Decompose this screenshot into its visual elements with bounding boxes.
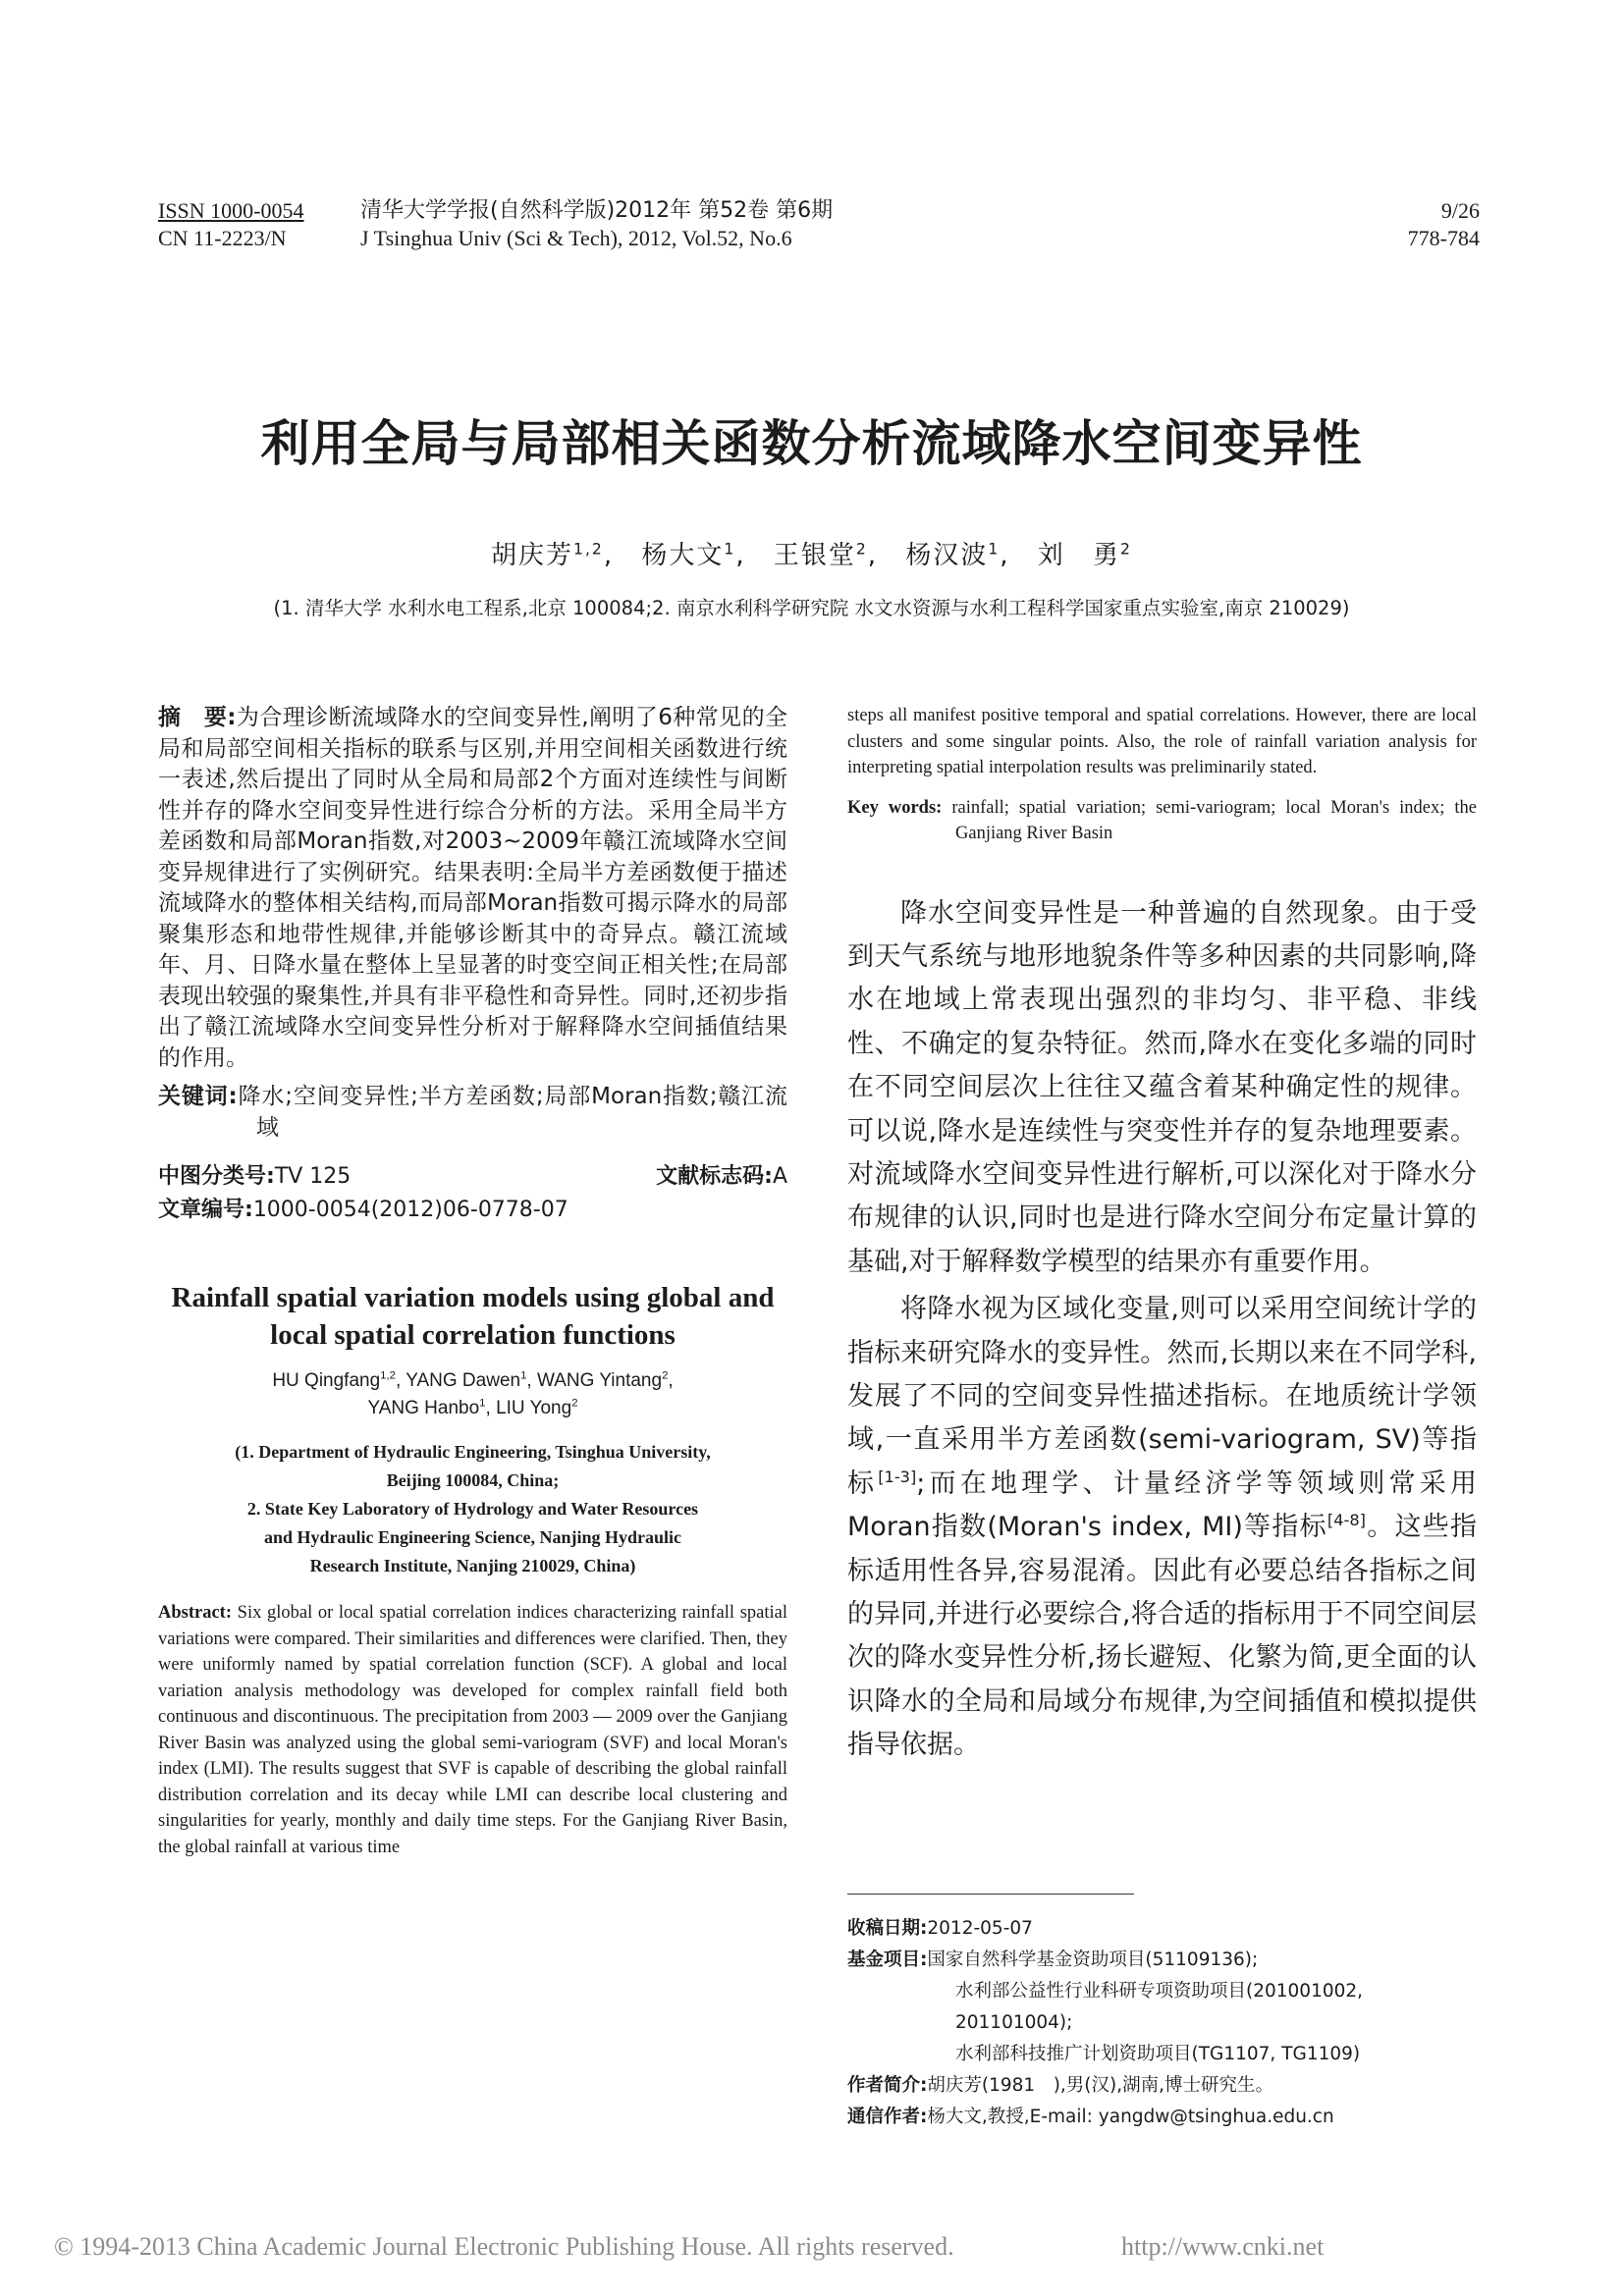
author-5: 刘 勇$^2$ xyxy=(1037,540,1132,570)
copyright-notice: © 1994-2013 China Academic Journal Electronic Publishing House. All rights reserved. xyxy=(54,2232,954,2261)
authors-en-line-2: YANG Hanbo$^1$, LIU Yong$^2$ xyxy=(367,1397,578,1418)
left-column xyxy=(158,703,787,1860)
body-paragraph-1: 降水空间变异性是一种普遍的自然现象。由于受到天气系统与地形地貌条件等多种因素的共同影响,降水在地域上常表现出强烈的非均匀、非平稳、非线性、不确定的复杂特征。然而,降水在变化多端的同时在不同空间层次上往往又蕴含着某种确定性的规律。可以说,降水是连续性与突变性并存的复杂地理要素。对流域降水空间变异性进行解析,可以深化对于降水分布规律的认识,同时也是进行降水空间分布定量计算的基础,对于解释数学模型的结果亦有重要作用。 xyxy=(847,897,1477,1277)
author-1: 胡庆芳$^{1,2}$, xyxy=(491,540,615,570)
keywords-en: Key words: rainfall; spatial variation; semi-variogram; local Moran's index; the Ganjiang River Basin xyxy=(847,797,1478,843)
author-4: 杨汉波$^1$, xyxy=(905,540,1010,570)
author-2: 杨大文$^1$, xyxy=(641,540,746,570)
author-bio: 作者简介:胡庆芳(1981 ),男(汉),湖南,博士研究生。 xyxy=(847,2075,1274,2096)
classification: 中图分类号:TV 125 xyxy=(158,1164,352,1189)
issue-number: 9/26 xyxy=(1440,198,1480,223)
corresponding-author: 通信作者:杨大文,教授,E-mail: yangdw@tsinghua.edu.cn xyxy=(847,2107,1334,2127)
citation-4-8[interactable]: [4-8] xyxy=(1326,1511,1366,1530)
footnotes: 收稿日期:2012-05-07 基金项目:国家自然科学基金资助项目(51109136); 水利部公益性行业科研专项资助项目(201001002, 201101004); 水利部科技推广计划资助项目(TG1107, TG1109) 作者简介:胡庆芳(1981 ),男(汉),湖南,博士研究生。 通信作者:杨大文,教授,E-mail: yangdw@tsinghua.edu.cn xyxy=(847,1913,1495,2133)
page-range: 778-784 xyxy=(1407,226,1480,250)
author-3: 王银堂$^2$, xyxy=(773,540,879,570)
classification-row xyxy=(158,1161,787,1193)
right-column xyxy=(847,703,1477,1768)
article-title-cn: 利用全局与局部相关函数分析流域降水空间变异性 xyxy=(260,415,1363,472)
footnote-divider xyxy=(847,1894,1134,1895)
journal-name-en: J Tsinghua Univ (Sci & Tech), 2012, Vol.52, No.6 xyxy=(360,226,792,250)
authors-cn xyxy=(0,535,1623,571)
journal-name-cn: 清华大学学报(自然科学版)2012年 第52卷 第6期 xyxy=(360,198,834,223)
keywords-cn: 关键词:降水;空间变异性;半方差函数;局部Moran指数;赣江流域 xyxy=(158,1084,787,1141)
cnki-link[interactable]: http://www.cnki.net xyxy=(1121,2232,1325,2261)
funding: 基金项目:国家自然科学基金资助项目(51109136); xyxy=(847,1949,1259,1970)
issn: ISSN 1000-0054 xyxy=(158,198,304,223)
abstract-cn: 摘 要:为合理诊断流域降水的空间变异性,阐明了6种常见的全局和局部空间相关指标的联系与区别,并用空间相关函数进行统一表述,然后提出了同时从全局和局部2个方面对连续性与间断性并存的降水空间变异性进行综合分析的方法。采用全局半方差函数和局部Moran指数,对2003~2009年赣江流域降水空间变异规律进行了实例研究。结果表明:全局半方差函数便于描述流域降水的整体相关结构,而局部Moran指数可揭示降水的局部聚集形态和地带性规律,并能够诊断其中的奇异点。赣江流域年、月、日降水量在整体上呈显著的时变空间正相关性;在局部表现出较强的聚集性,并具有非平稳性和奇异性。同时,还初步指出了赣江流域降水空间变异性分析对于解释降水空间插值结果的作用。 xyxy=(158,705,787,1071)
document-code: 文献标志码:A xyxy=(656,1164,787,1189)
article-title-en: Rainfall spatial variation models using global and local spatial correlation functions xyxy=(171,1282,775,1351)
authors-en xyxy=(158,1367,787,1422)
affiliation-cn: (1. 清华大学 水利水电工程系,北京 100084;2. 南京水利科学研究院 水文水资源与水利工程科学国家重点实验室,南京 210029) xyxy=(273,597,1350,619)
authors-en-line-1: HU Qingfang$^{1,2}$, YANG Dawen$^1$, WANG Yintang$^2$, xyxy=(272,1369,674,1391)
abstract-en: Abstract: Six global or local spatial correlation indices characterizing rainfall spatial variations were compared. Their similarities and differences were clarified. Then, they were uniformly named by spatial correlation function (SCF). A global and local variation analysis methodology was developed for complex rainfall field both continuous and discontinuous. The precipitation from 2003 — 2009 over the Ganjiang River Basin was analyzed using the global semi-variogram (SVF) and local Moran's index (LMI). The results suggest that SVF is capable of describing the global rainfall distribution correlation and its decay while LMI can describe local clustering and singularities for yearly, monthly and daily time steps. For the Ganjiang River Basin, the global rainfall at various time xyxy=(158,1603,787,1857)
citation-1-3[interactable]: [1-3] xyxy=(878,1467,917,1486)
received-date: 收稿日期:2012-05-07 xyxy=(847,1918,1033,1939)
article-number: 文章编号:1000-0054(2012)06-0778-07 xyxy=(158,1198,568,1222)
abstract-en-continued: steps all manifest positive temporal and spatial correlations. However, there are local clusters and some singular points. Also, the role of rainfall variation analysis for interpreting spatial interpolation results was preliminarily stated. xyxy=(847,706,1477,777)
cn-number: CN 11-2223/N xyxy=(158,226,287,250)
affiliation-en: (1. Department of Hydraulic Engineering, Tsinghua University, Beijing 100084, China; 2. State Key Laboratory of Hydrology and Water Resources and Hydraulic Engineering Science, Nanjing Hydraulic Research Institute, Nanjing 210029, China) xyxy=(235,1442,711,1575)
body-paragraph-2: 将降水视为区域化变量,则可以采用空间统计学的指标来研究降水的变异性。然而,长期以来在不同学科,发展了不同的空间变异性描述指标。在地质统计学领域,一直采用半方差函数(semi-variogram, SV)等指标[1-3];而在地理学、计量经济学等领域则常采用Moran指数(Moran's index, MI)等指标[4-8]。这些指标适用性各异,容易混淆。因此有必要总结各指标之间的异同,并进行必要综合,将合适的指标用于不同空间层次的降水变异性分析,扬长避短、化繁为简,更全面的认识降水的全局和局域分布规律,为空间插值和模拟提供指导依据。 xyxy=(847,1294,1477,1761)
